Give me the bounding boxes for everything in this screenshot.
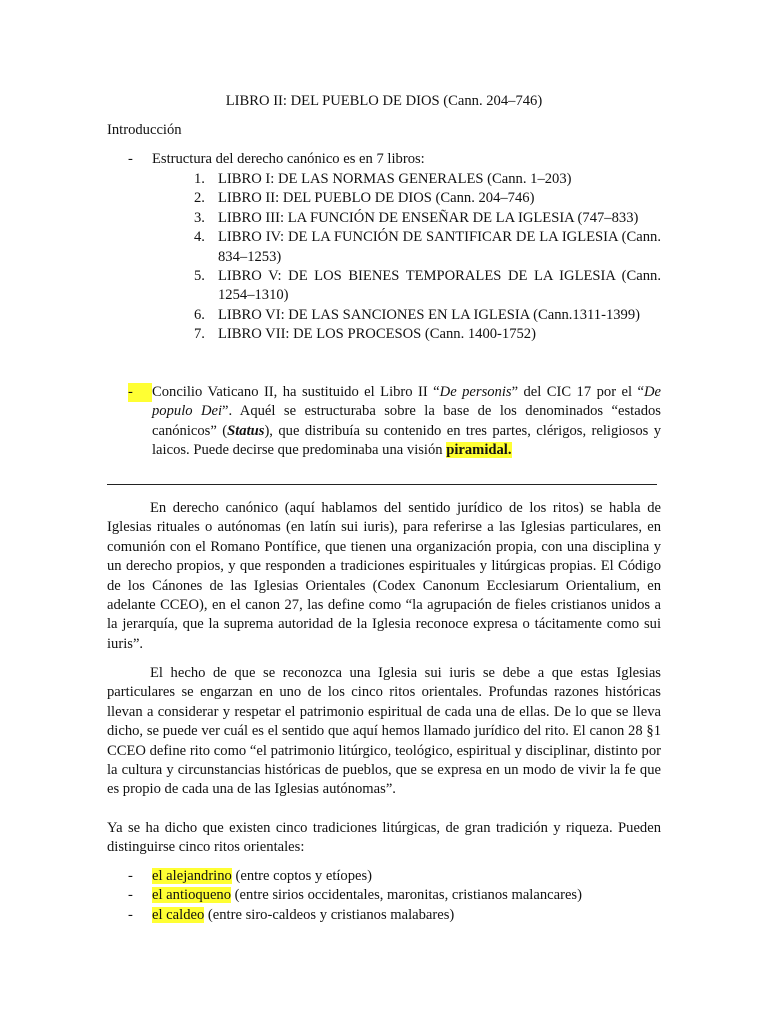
horizontal-rule (107, 484, 657, 485)
libro-item (194, 189, 661, 208)
list-dash: - (128, 906, 133, 923)
document-title: LIBRO II: DEL PUEBLO DE DIOS (Cann. 204–746) (225, 93, 543, 109)
vaticano-text-part: Concilio Vaticano II, ha sustituido el Libro II “ (152, 384, 440, 400)
paragraph-ritos-autonomas: En derecho canónico (aquí hablamos del sentido jurídico de los ritos) se habla de Iglesias rituales o autónomas (en latín sui iuris), para referirse a las Iglesias particulares, en comunión con el Romano Pontífice, que tienen una organización propia, con una disciplina y un derecho propios, y que responden a tradiciones espirituales y litúrgicas propias. El Código de los Cánones de las Iglesias Orientales (Codex Canonum Ecclesiarum Orientalium, en adelante CCEO), en el canon 27, las define como “la agrupación de fieles cristianos unidos a la jerarquía, que la suprema autoridad de la Iglesia reconoce expresa o tácitamente como sui iuris”. (107, 500, 661, 652)
vaticano-item (128, 383, 661, 461)
libro-number: 5. (194, 268, 205, 285)
libro-item (194, 306, 661, 325)
list-dash: - (128, 151, 133, 167)
rite-detail: (entre sirios occidentales, maronitas, cristianos malancares) (231, 887, 582, 904)
libro-number: 3. (194, 209, 205, 226)
de-populo-dei-term: De populo Dei (152, 384, 661, 420)
vaticano-text-part: ” del CIC 17 por el “ (511, 384, 644, 400)
estructura-item (128, 150, 661, 169)
libro-item (194, 267, 661, 306)
rites-list (128, 867, 661, 925)
libro-text: LIBRO VII: DE LOS PROCESOS (Cann. 1400-1752) (218, 326, 536, 343)
list-dash: - (128, 887, 133, 904)
libro-text: LIBRO II: DEL PUEBLO DE DIOS (Cann. 204–746) (218, 190, 535, 207)
vaticano-text-part: ), que distribuía su contenido en tres partes, clérigos, religiosos y laicos. Puede decirse que predominaba una visión (152, 422, 661, 459)
list-dash-highlighted: - (128, 383, 152, 402)
libro-text: LIBRO I: DE LAS NORMAS GENERALES (Cann. 1–203) (218, 171, 572, 187)
libro-number: 2. (194, 190, 205, 207)
libro-number: 1. (194, 171, 205, 187)
libro-number: 4. (194, 229, 205, 246)
rite-detail: (entre siro-caldeos y cristianos malabares) (204, 906, 455, 923)
de-personis-term: De personis (439, 384, 512, 400)
rite-name-highlight: el antioqueno (152, 887, 232, 904)
list-dash: - (128, 868, 133, 884)
paragraph-tradiciones: Ya se ha dicho que existen cinco tradiciones litúrgicas, de gran tradición y riqueza. Pueden distinguirse cinco ritos orientales: (107, 820, 661, 856)
rite-item (128, 886, 661, 905)
estructura-text: Estructura del derecho canónico es en 7 libros: (152, 151, 425, 167)
vaticano-text-part: ”. Aquél se estructuraba sobre la base de los denominados “estados canónicos” ( (152, 403, 661, 439)
rite-item (128, 867, 661, 886)
rite-item (128, 906, 661, 925)
libro-item (194, 228, 661, 267)
rite-detail: (entre coptos y etíopes) (231, 868, 373, 884)
piramidal-highlight: piramidal. (446, 442, 512, 459)
intro-heading: Introducción (107, 122, 182, 138)
libro-item (194, 209, 661, 228)
paragraph-sui-iuris: El hecho de que se reconozca una Iglesia sui iuris se debe a que estas Iglesias particulares se engarzan en uno de los cinco ritos orientales. Profundas razones históricas llevan a considerar y respetar el patrimonio espiritual de cada una de ellas. De lo que se lleva dicho, se puede ver cuál es el sentido que aquí hemos llamado jurídico del rito. El canon 28 §1 CCEO define rito como “el patrimonio litúrgico, teológico, espiritual y disciplinar, distinto por la cultura y circunstancias históricas de pueblos, que se expresa en un modo de vivir la fe que es propio de cada una de las Iglesias autónomas”. (107, 665, 661, 798)
libro-text: LIBRO III: LA FUNCIÓN DE ENSEÑAR DE LA IGLESIA (747–833) (218, 209, 639, 226)
libro-item (194, 170, 661, 189)
libro-item (194, 325, 661, 344)
status-term: Status (227, 422, 265, 439)
rite-name-highlight: el alejandrino (152, 868, 232, 884)
rite-name-highlight: el caldeo (152, 906, 205, 923)
libro-text: LIBRO VI: DE LAS SANCIONES EN LA IGLESIA (Cann.1311-1399) (218, 306, 640, 323)
libros-list (194, 170, 661, 345)
libro-text: LIBRO V: DE LOS BIENES TEMPORALES DE LA IGLESIA (Cann. 1254–1310) (218, 268, 661, 304)
libro-text: LIBRO IV: DE LA FUNCIÓN DE SANTIFICAR DE LA IGLESIA (Cann. 834–1253) (218, 229, 661, 265)
libro-number: 6. (194, 306, 205, 323)
libro-number: 7. (194, 326, 205, 343)
vaticano-text (152, 383, 661, 461)
